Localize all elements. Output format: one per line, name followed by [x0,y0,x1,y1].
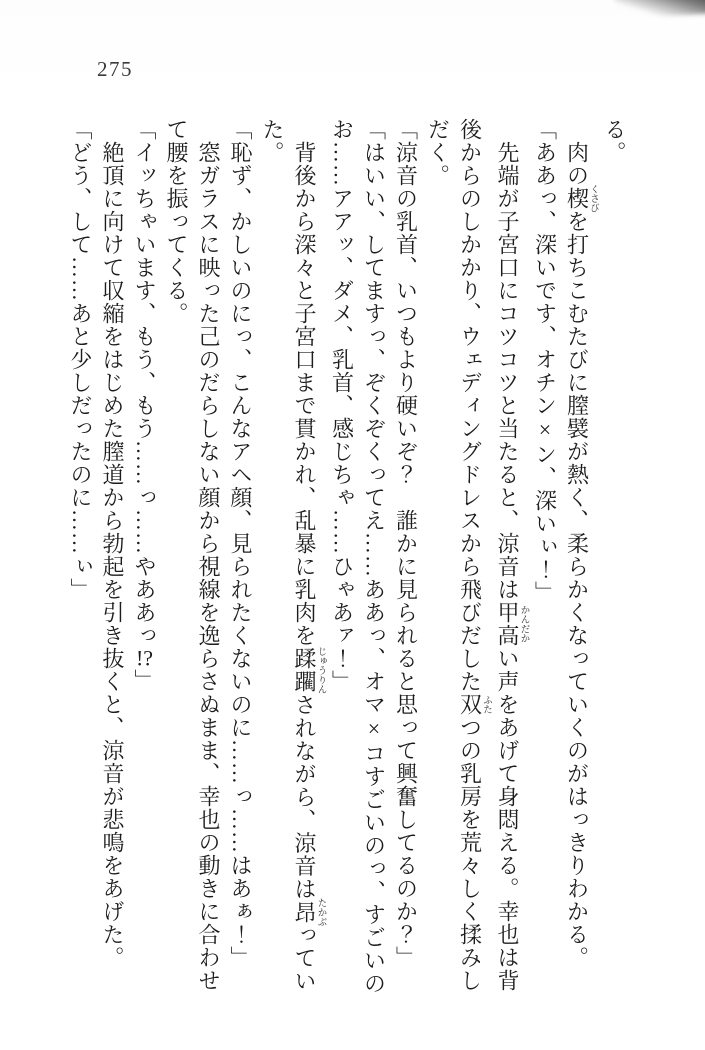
ruby-annotated-word: 甲高かんだか [495,601,529,647]
ruby-annotated-word: 楔くさび [564,184,598,213]
text-column: 「ああっ、深いです、オチン×ン、深いぃ！」 [532,118,558,604]
page-number: 275 [97,57,133,81]
scan-shadow-artifact [614,0,705,19]
text-column: 窓ガラスに映った己のだらしない顔から視線を逸らさぬまま、幸也の動きに合わせ [196,141,221,992]
vertical-text-block [68,118,630,1003]
text-column: 「恥ず、かしいのにっ、こんなアヘ顔、見られたくないのに……っ……はあぁ！」 [228,118,253,969]
text-column: て腰を振ってくる。 [164,118,189,325]
tate-chu-yoko: !? [135,647,154,669]
text-column: 先端が子宮口にコツコツと当たると、涼音は甲高かんだかい声をあげて身悶える。幸也は背 [495,141,529,992]
text-column: 「はいい、してますっ、ぞくぞくってえ……ああっ、オマ×コすごいのっ、すごいの [361,118,387,995]
text-column: だく。 [425,118,451,187]
text-column: 「どう、して……あと少しだったのに……ぃ」 [68,118,93,601]
text-column: 肉の楔くさびを打ちこむたびに膣襞が熱く、柔らかくなっていくのがはっきりわかる。 [564,141,598,969]
ruby-annotated-word: 蹂躙じゅうりん [292,646,326,695]
text-column: 絶頂に向けて収縮をはじめた膣道から勃起を引き抜くと、涼音が悲鳴をあげた。 [100,141,125,969]
text-column: 背後から深々と子宮口まで貫かれ、乱暴に乳肉を蹂躙じゅうりんされながら、涼音は昂たかぶってい [292,141,326,993]
text-column: 「涼音の乳首、いつもより硬いぞ？ 誰かに見られると思って興奮してるのか？」 [393,118,419,969]
text-column: お……アアッ、ダメ、乳首、感じちゃ……ひゃあァ！」 [329,118,355,693]
text-column: る。 [602,118,627,164]
ruby-annotated-word: 双ふた [457,693,491,716]
text-column: た。 [260,118,285,164]
text-column: 「イッちゃいます、もう、もう……っ……やああっ!?」 [132,118,157,692]
text-column: 後からのしかかり、ウェディングドレスから飛びだした双ふたつの乳房を荒々しく揉みし [457,118,491,992]
ruby-annotated-word: 昂たかぶ [292,898,326,927]
